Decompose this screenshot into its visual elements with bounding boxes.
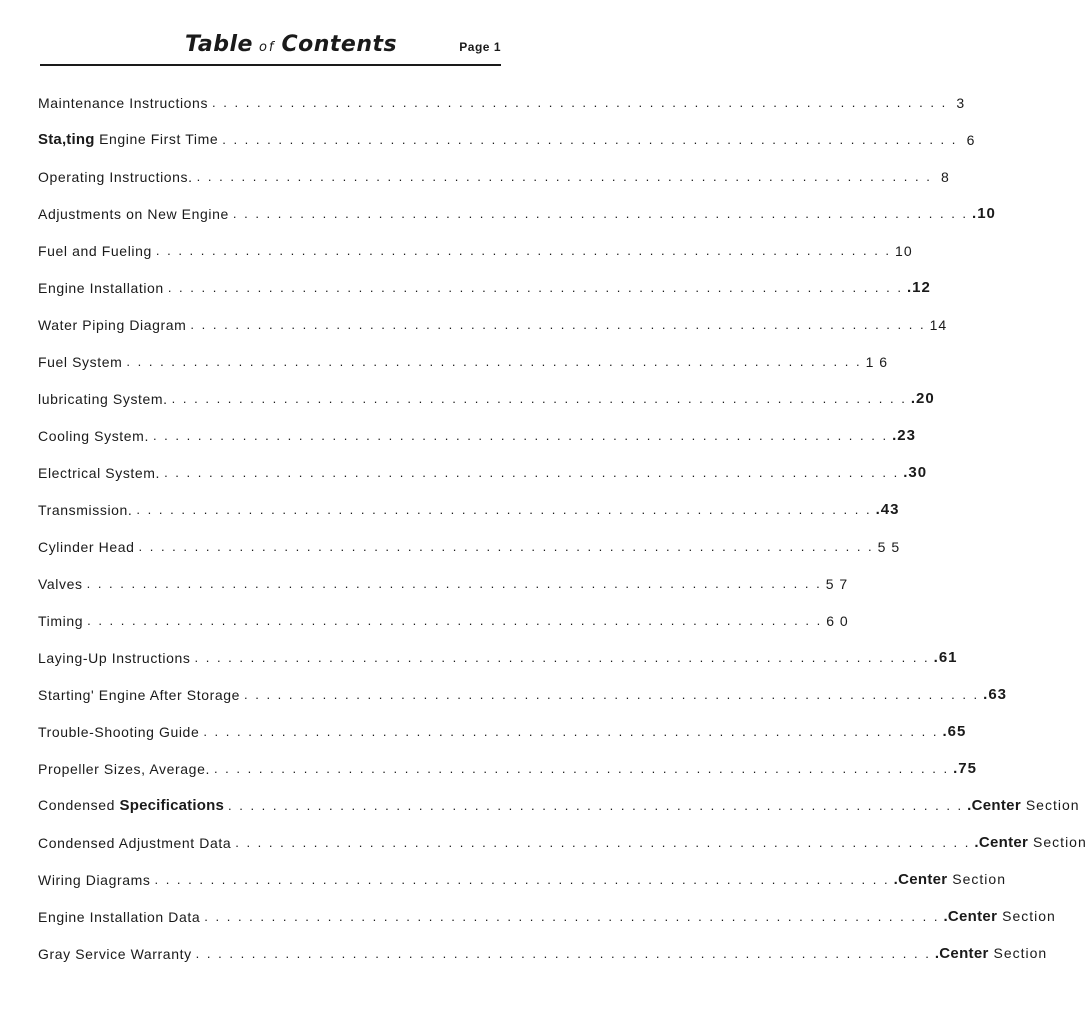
toc-entry-page-text: 14 bbox=[929, 316, 948, 333]
toc-dot-leader bbox=[233, 206, 968, 221]
toc-entry-label-text: Valves bbox=[38, 575, 83, 592]
toc-entry-label-text: Fuel and Fueling bbox=[38, 242, 152, 259]
page-number-label: Page 1 bbox=[459, 40, 501, 54]
toc-entry-page-text: 5 5 bbox=[877, 538, 901, 555]
toc-entry-page-text: .75 bbox=[953, 760, 977, 777]
toc-entry-page bbox=[910, 390, 935, 407]
toc-entry-page bbox=[967, 797, 1080, 814]
toc-entry-label-text: Engine Installation Data bbox=[38, 908, 201, 925]
toc-entry-page bbox=[929, 316, 948, 333]
toc-entry-label bbox=[38, 354, 122, 370]
toc-entry-label-text: Starting' Engine After Storage bbox=[38, 686, 241, 703]
toc-entry-page bbox=[893, 871, 1006, 888]
title-of: of bbox=[258, 40, 276, 55]
toc-dot-leader bbox=[87, 613, 822, 628]
toc-dot-leader bbox=[154, 872, 889, 887]
toc-entry-label-text: Water Piping Diagram bbox=[38, 316, 187, 333]
toc-entry bbox=[38, 380, 935, 417]
toc-entry-page-center: .Center bbox=[967, 797, 1021, 814]
toc-entry-page bbox=[936, 169, 950, 185]
toc-entry bbox=[38, 269, 931, 306]
toc-dot-leader bbox=[126, 354, 861, 369]
toc-entry bbox=[38, 121, 976, 158]
toc-entry bbox=[38, 306, 948, 343]
toc-dot-leader bbox=[197, 169, 932, 184]
toc-entry-page-text: .30 bbox=[903, 464, 928, 481]
toc-entry-page bbox=[972, 205, 996, 222]
toc-entry-page bbox=[877, 538, 901, 555]
toc-entry-page bbox=[892, 427, 916, 444]
toc-list bbox=[38, 84, 1087, 972]
toc-entry-label-text: Trouble-Shooting Guide bbox=[38, 723, 200, 740]
toc-entry-label bbox=[38, 465, 160, 481]
toc-entry-page-text: 6 0 bbox=[826, 612, 849, 629]
toc-entry bbox=[38, 861, 1006, 898]
toc-entry-label bbox=[38, 539, 135, 555]
toc-entry-page bbox=[953, 760, 977, 777]
toc-entry-page-text: 5 7 bbox=[825, 575, 849, 592]
toc-entry-page-center: .Center bbox=[934, 945, 989, 962]
toc-entry-label bbox=[38, 169, 193, 185]
toc-entry-label bbox=[38, 391, 168, 407]
title-contents: Contents bbox=[281, 32, 398, 57]
toc-entry-page-text: .63 bbox=[983, 686, 1008, 703]
toc-entry-label-text: Condensed bbox=[38, 797, 120, 813]
toc-entry-page-text: Section bbox=[947, 871, 1006, 887]
toc-entry-label bbox=[38, 428, 149, 444]
toc-dot-leader bbox=[195, 650, 930, 665]
toc-entry-label-text: Operating Instructions. bbox=[38, 168, 193, 185]
toc-entry-label bbox=[38, 613, 83, 629]
page-title bbox=[185, 32, 397, 57]
toc-entry-page bbox=[825, 575, 849, 592]
toc-dot-leader bbox=[235, 835, 970, 850]
toc-entry-label bbox=[38, 243, 152, 259]
toc-dot-leader bbox=[164, 465, 899, 480]
toc-entry-page bbox=[933, 649, 958, 666]
toc-entry bbox=[38, 565, 849, 602]
toc-entry-label bbox=[38, 835, 231, 851]
toc-dot-leader bbox=[153, 428, 888, 443]
toc-entry-label-text: Cylinder Head bbox=[38, 538, 135, 555]
toc-entry-label-text: Gray Service Warranty bbox=[38, 945, 192, 962]
toc-entry bbox=[38, 713, 967, 750]
toc-dot-leader bbox=[172, 391, 907, 406]
toc-entry-label bbox=[38, 280, 164, 296]
toc-entry-label bbox=[38, 724, 199, 740]
toc-entry-page-text: .20 bbox=[910, 390, 935, 407]
toc-entry bbox=[38, 935, 1048, 972]
toc-entry bbox=[38, 602, 849, 639]
toc-entry-page-text: .23 bbox=[892, 427, 916, 444]
toc-entry-page-text: 8 bbox=[941, 168, 950, 185]
toc-entry-page bbox=[895, 242, 913, 259]
toc-entry-label-text: Transmission. bbox=[38, 501, 133, 518]
toc-entry-page bbox=[875, 501, 900, 518]
toc-entry bbox=[38, 232, 913, 269]
toc-dot-leader bbox=[203, 724, 938, 739]
toc-entry-label bbox=[38, 761, 210, 777]
toc-entry-page bbox=[903, 464, 928, 481]
toc-entry-label-bold: Specifications bbox=[119, 797, 225, 814]
toc-entry-page bbox=[983, 686, 1008, 703]
toc-entry-label-text: lubricating System. bbox=[38, 390, 168, 407]
toc-entry bbox=[38, 84, 966, 121]
toc-dot-leader bbox=[212, 95, 947, 110]
toc-entry-page-text: 6 bbox=[966, 131, 976, 148]
toc-dot-leader bbox=[87, 576, 822, 591]
toc-entry bbox=[38, 158, 950, 195]
toc-entry-label bbox=[38, 206, 229, 222]
toc-entry bbox=[38, 454, 928, 491]
toc-entry-page-center: .Center bbox=[893, 871, 948, 888]
toc-entry-page-text: Section bbox=[997, 908, 1056, 924]
toc-entry-label-text: Cooling System. bbox=[38, 427, 149, 444]
toc-dot-leader bbox=[190, 317, 925, 332]
toc-entry-page bbox=[865, 353, 889, 370]
toc-entry-page-text: .12 bbox=[906, 279, 931, 296]
toc-entry-page-center: .Center bbox=[943, 908, 998, 925]
toc-entry-label bbox=[38, 909, 200, 925]
toc-entry-label-text: Timing bbox=[38, 612, 84, 629]
toc-entry-label-text: Engine Installation bbox=[38, 279, 164, 296]
toc-entry-page-text: .10 bbox=[972, 205, 996, 222]
toc-entry-page bbox=[906, 279, 931, 296]
toc-entry-label-text: Laying-Up Instructions bbox=[38, 649, 191, 666]
toc-entry-label bbox=[38, 131, 218, 148]
toc-entry-page-text: .61 bbox=[933, 649, 958, 666]
toc-entry bbox=[38, 750, 977, 787]
toc-entry-label bbox=[38, 946, 192, 962]
toc-entry-label bbox=[38, 687, 240, 703]
toc-entry-page bbox=[942, 723, 967, 740]
toc-entry-label-text: Maintenance Instructions bbox=[38, 94, 209, 111]
toc-entry-label bbox=[38, 650, 191, 666]
toc-entry-page bbox=[934, 945, 1048, 962]
toc-dot-leader bbox=[244, 687, 979, 702]
toc-entry-page bbox=[943, 908, 1056, 925]
title-table: Table bbox=[185, 32, 253, 57]
toc-entry-page-text: Section bbox=[1028, 834, 1087, 850]
toc-dot-leader bbox=[139, 539, 874, 554]
toc-entry-page-text: .65 bbox=[942, 723, 967, 740]
toc-entry-label bbox=[38, 317, 186, 333]
toc-entry bbox=[38, 824, 1087, 861]
toc-entry-label-text: Adjustments on New Engine bbox=[38, 205, 229, 222]
toc-entry-label bbox=[38, 576, 83, 592]
toc-entry bbox=[38, 639, 958, 676]
toc-entry-label-text: Electrical System. bbox=[38, 464, 161, 481]
toc-entry-label-bold: Sta,ting bbox=[38, 131, 95, 148]
toc-entry bbox=[38, 528, 901, 565]
toc-dot-leader bbox=[228, 798, 963, 813]
toc-entry-label bbox=[38, 95, 208, 111]
toc-entry-label-text: Condensed Adjustment Data bbox=[38, 834, 232, 851]
toc-dot-leader bbox=[168, 280, 903, 295]
toc-entry bbox=[38, 417, 916, 454]
toc-entry-page-text: .43 bbox=[875, 501, 900, 518]
toc-entry-label bbox=[38, 502, 132, 518]
toc-entry-page bbox=[974, 834, 1087, 851]
toc-dot-leader bbox=[204, 909, 939, 924]
toc-entry-page bbox=[951, 95, 965, 111]
toc-entry bbox=[38, 343, 889, 380]
toc-entry-page-center: .Center bbox=[974, 834, 1029, 851]
toc-entry-label-text: Wiring Diagrams bbox=[38, 871, 151, 888]
toc-entry-page-text: 10 bbox=[895, 242, 913, 259]
toc-dot-leader bbox=[196, 946, 931, 961]
toc-entry-page bbox=[826, 612, 849, 629]
toc-dot-leader bbox=[214, 761, 949, 776]
toc-entry bbox=[38, 195, 996, 232]
toc-dot-leader bbox=[156, 243, 891, 258]
toc-entry bbox=[38, 898, 1056, 935]
toc-dot-leader bbox=[222, 132, 957, 147]
toc-entry-label bbox=[38, 797, 224, 814]
toc-entry-page bbox=[961, 132, 975, 148]
toc-entry-label bbox=[38, 872, 150, 888]
toc-entry bbox=[38, 787, 1080, 824]
toc-entry bbox=[38, 676, 1008, 713]
toc-entry-label-text: Engine First Time bbox=[94, 131, 219, 147]
toc-entry-page-text: Section bbox=[988, 945, 1048, 961]
toc-entry-label-text: Propeller Sizes, Average. bbox=[38, 760, 210, 777]
toc-entry-page-text: Section bbox=[1020, 797, 1080, 813]
toc-entry bbox=[38, 491, 900, 528]
toc-dot-leader bbox=[136, 502, 871, 517]
toc-entry-label-text: Fuel System bbox=[38, 353, 123, 370]
toc-entry-page-text: 3 bbox=[956, 94, 966, 111]
toc-entry-page-text: 1 6 bbox=[865, 353, 889, 370]
toc-header bbox=[40, 28, 501, 66]
